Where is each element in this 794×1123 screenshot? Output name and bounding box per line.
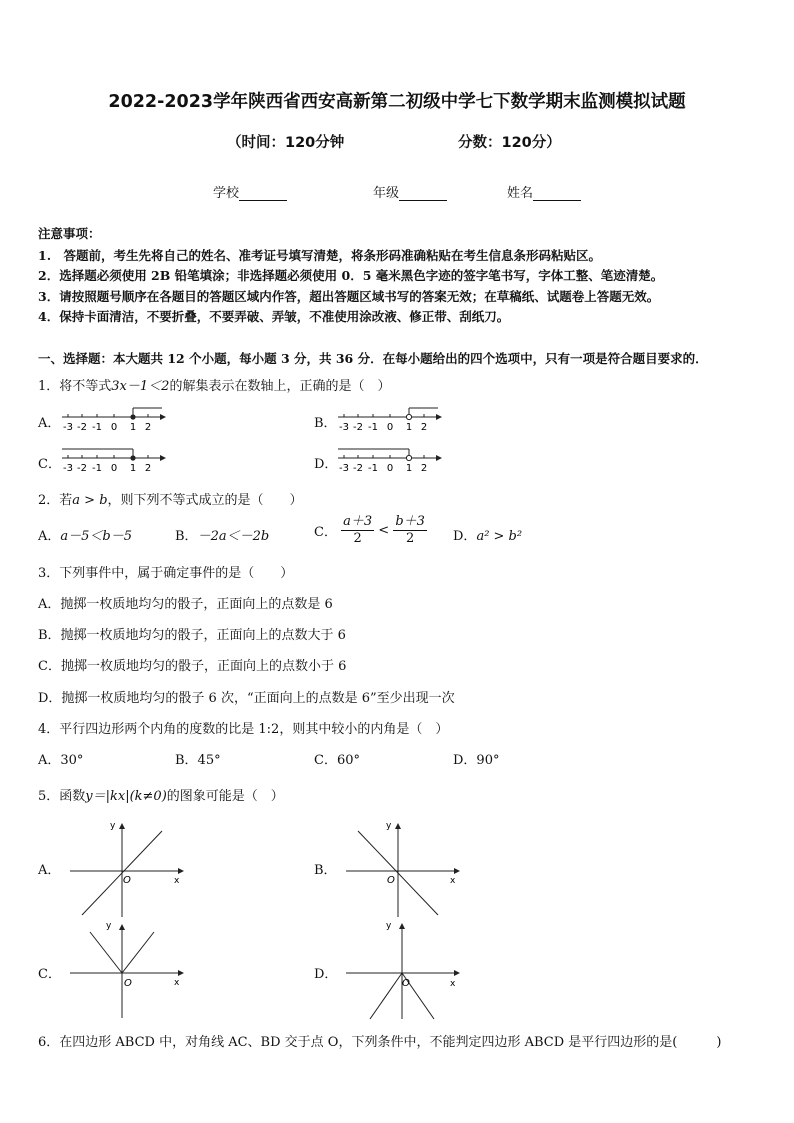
tick-label: 2: [144, 422, 152, 433]
denominator: 2: [353, 531, 362, 546]
option-label: A．: [38, 529, 61, 544]
name-label: 姓名: [507, 186, 534, 201]
q5-graph-a: [66, 815, 192, 920]
school-label: 学校: [213, 186, 240, 201]
q2-post: ，则下列不等式成立的是（ ）: [107, 493, 303, 508]
less-than-sign: <: [378, 523, 390, 538]
tick-label: -2: [77, 463, 87, 474]
q1-expr: 3x－1＜2: [111, 379, 170, 394]
tick-label: -2: [77, 422, 87, 433]
q1-stem: [38, 375, 390, 394]
tick-label: -3: [339, 463, 349, 474]
q2-option-b: [175, 525, 269, 544]
option-label: C．: [314, 525, 337, 540]
q2-pre: 2．若: [38, 493, 73, 508]
q2-c-frac-left: [341, 514, 374, 547]
q1-option-c-label: C．: [38, 457, 61, 472]
tick-label: 1: [405, 422, 413, 433]
school-field: [213, 182, 287, 201]
q5-option-b-label: B．: [314, 863, 337, 878]
tick-label: 0: [110, 422, 118, 433]
q5-post: 的图象可能是（ ）: [166, 789, 284, 804]
q5-graph-d: [342, 915, 468, 1025]
grade-blank[interactable]: [399, 187, 447, 201]
q4-option: A．30°: [38, 753, 84, 768]
name-blank[interactable]: [533, 187, 581, 201]
origin-label: O: [402, 978, 410, 989]
numerator: b＋3: [395, 514, 425, 529]
axis-label-x: x: [450, 979, 456, 989]
numerator: a＋3: [343, 514, 373, 529]
axis-label-y: y: [386, 921, 392, 931]
tick-label: 1: [129, 422, 137, 433]
q3-option: A．抛掷一枚质地均匀的骰子，正面向上的点数是 6: [38, 597, 333, 612]
note-item: 1. 答题前，考生先将自己的姓名、准考证号填写清楚，将条形码准确粘贴在考生信息条形码粘贴区。: [38, 248, 602, 263]
q2-option-d: [453, 525, 522, 544]
tick-label: -1: [92, 422, 102, 433]
q2-b-expr: －2a＜－2b: [197, 529, 270, 544]
q5-graph-b: [342, 815, 468, 920]
q5-graph-c: [66, 918, 192, 1023]
name-field: [507, 182, 581, 201]
q1-post: 的解集表示在数轴上，正确的是（ ）: [169, 379, 391, 394]
tick-label: -1: [368, 463, 378, 474]
q1-option-a-label: A．: [38, 416, 61, 431]
tick-label: 1: [405, 463, 413, 474]
q3-stem: 3．下列事件中，属于确定事件的是（ ）: [38, 566, 294, 581]
tick-label: -2: [353, 463, 363, 474]
section-heading: 一、选择题：本大题共 12 个小题，每小题 3 分，共 36 分．在每小题给出的四个选项中，只有一项是符合题目要求的．: [38, 351, 708, 366]
q1-number-line-a: [60, 405, 168, 435]
grade-field: [373, 182, 447, 201]
axis-label-y: y: [110, 821, 116, 831]
option-label: D．: [453, 529, 477, 544]
tick-label: -3: [63, 463, 73, 474]
origin-label: O: [123, 875, 131, 886]
tick-label: -1: [368, 422, 378, 433]
tick-label: 2: [420, 463, 428, 474]
q2-d-expr: a² > b²: [476, 529, 523, 544]
tick-label: -1: [92, 463, 102, 474]
q4-option: D．90°: [453, 753, 500, 768]
tick-label: 0: [110, 463, 118, 474]
q1-option-b-label: B．: [314, 416, 337, 431]
notes-heading: 注意事项：: [38, 226, 101, 241]
q1-pre: 1．将不等式: [38, 379, 112, 394]
tick-label: 2: [144, 463, 152, 474]
axis-label-y: y: [386, 821, 392, 831]
tick-label: -3: [63, 422, 73, 433]
axis-label-x: x: [174, 978, 180, 988]
q4-option: B．45°: [175, 753, 221, 768]
q5-option-c-label: C．: [38, 967, 61, 982]
tick-label: 0: [386, 422, 394, 433]
note-item: 2．选择题必须使用 2B 铅笔填涂；非选择题必须使用 0．5 毫米黑色字迹的签字笔书写，字体工整、笔迹清楚。: [38, 268, 664, 283]
tick-label: 2: [420, 422, 428, 433]
q1-number-line-d: [336, 446, 444, 476]
q2-cond: a > b: [72, 493, 108, 508]
note-item: 4．保持卡面清洁，不要折叠，不要弄破、弄皱，不准使用涂改液、修正带、刮纸刀。: [38, 309, 510, 324]
q3-option: B．抛掷一枚质地均匀的骰子，正面向上的点数大于 6: [38, 628, 346, 643]
q2-a-expr: a－5＜b－5: [60, 529, 133, 544]
origin-label: O: [387, 875, 395, 886]
q5-pre: 5．函数: [38, 789, 86, 804]
exam-score: 分数：120分）: [458, 135, 561, 151]
q3-option: C．抛掷一枚质地均匀的骰子，正面向上的点数小于 6: [38, 659, 347, 674]
q4-stem: 4．平行四边形两个内角的度数的比是 1:2，则其中较小的内角是（ ）: [38, 722, 449, 737]
origin-label: O: [124, 978, 132, 989]
page-title: 2022-2023学年陕西省西安高新第二初级中学七下数学期末监测模拟试题: [108, 92, 686, 112]
tick-label: -2: [353, 422, 363, 433]
tick-label: 0: [386, 463, 394, 474]
exam-time: （时间：120分钟: [227, 135, 345, 151]
denominator: 2: [405, 531, 415, 546]
q2-stem: [38, 489, 303, 508]
q5-stem: [38, 785, 284, 804]
q5-option-d-label: D．: [314, 967, 338, 982]
q1-option-d-label: D．: [314, 457, 338, 472]
q1-number-line-c: [60, 446, 168, 476]
q4-option: C．60°: [314, 753, 360, 768]
q2-option-c: [314, 514, 427, 547]
q6-stem: 6．在四边形 ABCD 中，对角线 AC、BD 交于点 O，下列条件中，不能判定四边形 ABCD 是平行四边形的是( ): [38, 1035, 722, 1050]
axis-label-y: y: [106, 921, 112, 931]
q5-expr: y＝|kx|(k≠0): [85, 789, 167, 804]
q3-option: D．抛掷一枚质地均匀的骰子 6 次，“正面向上的点数是 6”至少出现一次: [38, 691, 455, 706]
tick-label: -3: [339, 422, 349, 433]
note-item: 3．请按照题号顺序在各题目的答题区域内作答，超出答题区域书写的答案无效；在草稿纸、试题卷上答题无效。: [38, 289, 660, 304]
q2-option-a: [38, 525, 132, 544]
grade-label: 年级: [373, 186, 400, 201]
q1-number-line-b: [336, 405, 444, 435]
axis-label-x: x: [450, 876, 456, 886]
option-label: B．: [175, 529, 198, 544]
tick-label: 1: [129, 463, 137, 474]
school-blank[interactable]: [239, 187, 287, 201]
q5-option-a-label: A．: [38, 863, 61, 878]
axis-label-x: x: [174, 876, 180, 886]
q2-c-frac-right: [393, 514, 427, 547]
